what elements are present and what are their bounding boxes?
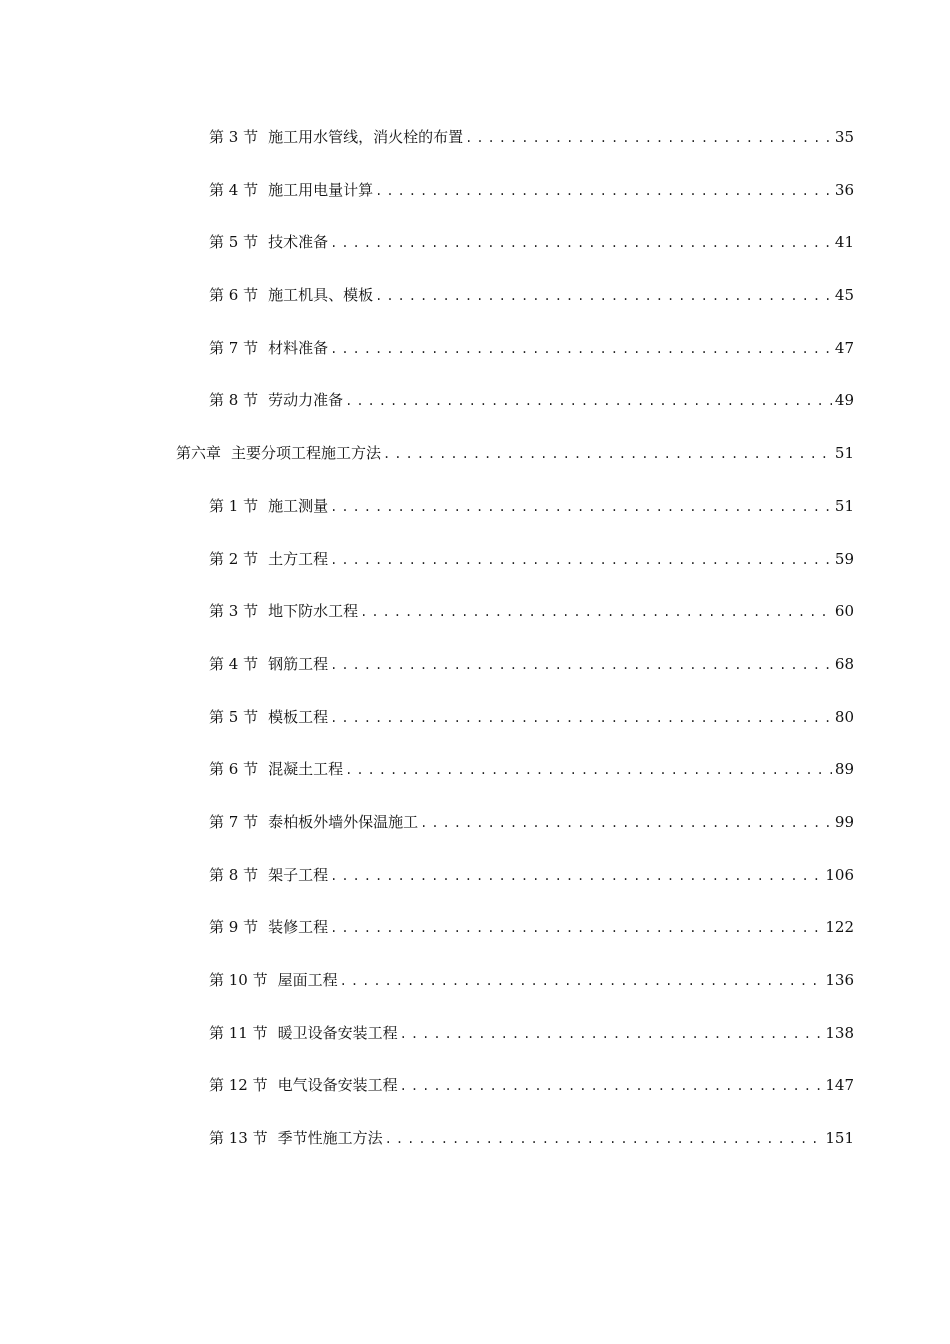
toc-entry-page-number: 47	[834, 338, 854, 357]
toc-entry-title: 架子工程	[268, 865, 329, 884]
toc-entry-title: 施工机具、模板	[268, 286, 374, 305]
toc-entry-page-number: 99	[834, 812, 854, 831]
toc-section-row[interactable]	[0, 387, 950, 440]
toc-section-row[interactable]	[0, 809, 950, 862]
toc-entry-title: 施工测量	[268, 496, 329, 515]
toc-entry-title: 劳动力准备	[268, 391, 344, 410]
toc-entry-page-number: 106	[825, 865, 854, 884]
toc-entry	[209, 598, 950, 626]
toc-entry	[209, 704, 950, 732]
toc-entry	[209, 651, 950, 679]
toc-entry-number: 第 1 节	[209, 496, 259, 515]
toc-entry-title: 地下防水工程	[268, 602, 359, 621]
toc-entry-title: 钢筋工程	[268, 654, 329, 673]
toc-section-row[interactable]	[0, 598, 950, 651]
toc-entry-page-number: 36	[834, 180, 854, 199]
toc-dot-leader	[340, 967, 824, 995]
toc-dot-leader	[465, 124, 832, 152]
toc-entry	[209, 282, 950, 310]
toc-section-row[interactable]	[0, 229, 950, 282]
toc-entry-page-number: 138	[825, 1023, 854, 1042]
toc-entry-title: 材料准备	[268, 338, 329, 357]
toc-entry-title: 季节性施工方法	[277, 1129, 383, 1148]
toc-dot-leader	[420, 809, 832, 837]
toc-entry-page-number: 51	[834, 444, 854, 463]
toc-entry	[209, 177, 950, 205]
toc-entry	[209, 546, 950, 574]
toc-chapter-row[interactable]	[0, 440, 950, 493]
toc-entry-page-number: 45	[834, 286, 854, 305]
toc-entry	[209, 914, 950, 942]
toc-entry-number: 第 4 节	[209, 180, 259, 199]
toc-dot-leader	[330, 546, 832, 574]
toc-entry-page-number: 80	[834, 707, 854, 726]
toc-dot-leader	[330, 651, 832, 679]
toc-entry	[209, 387, 950, 415]
toc-entry-page-number: 89	[834, 760, 854, 779]
toc-dot-leader	[375, 177, 832, 205]
toc-entry-title: 混凝土工程	[268, 760, 344, 779]
toc-entry-number: 第 2 节	[209, 549, 259, 568]
toc-entry	[209, 756, 950, 784]
toc-entry	[209, 862, 950, 890]
toc-entry-page-number: 60	[834, 602, 854, 621]
toc-entry-number: 第 4 节	[209, 654, 259, 673]
toc-entry-number: 第 8 节	[209, 391, 259, 410]
toc-dot-leader	[345, 387, 832, 415]
toc-entry-number: 第 12 节	[209, 1076, 268, 1095]
toc-entry-number: 第 7 节	[209, 338, 259, 357]
toc-dot-leader	[360, 598, 832, 626]
toc-entry-number: 第六章	[176, 444, 222, 463]
toc-entry-page-number: 51	[834, 496, 854, 515]
toc-entry-number: 第 5 节	[209, 233, 259, 252]
toc-entry-number: 第 10 节	[209, 971, 268, 989]
toc-entry-page-number: 122	[825, 918, 854, 937]
toc-entry	[209, 967, 950, 995]
toc-entry-title: 主要分项工程施工方法	[231, 444, 382, 463]
toc-entry	[209, 335, 950, 363]
toc-entry-title: 电气设备安装工程	[277, 1076, 398, 1095]
toc-entry-title: 技术准备	[268, 233, 329, 252]
toc-entry-title: 施工用水管线，消火栓的布置	[268, 128, 464, 146]
toc-entry-title: 暖卫设备安装工程	[277, 1023, 398, 1042]
toc-section-row[interactable]	[0, 282, 950, 335]
toc-dot-leader	[330, 229, 832, 257]
toc-section-row[interactable]	[0, 1020, 950, 1073]
toc-dot-leader	[345, 756, 832, 784]
toc-entry-title: 土方工程	[268, 549, 329, 568]
toc-entry-title: 施工用电量计算	[268, 180, 374, 199]
toc-entry-number: 第 3 节	[209, 602, 259, 621]
toc-entry-number: 第 7 节	[209, 812, 259, 831]
table-of-contents	[0, 124, 950, 1178]
toc-section-row[interactable]	[0, 546, 950, 599]
toc-entry	[209, 1072, 950, 1100]
toc-dot-leader	[330, 335, 832, 363]
toc-entry-number: 第 13 节	[209, 1129, 268, 1148]
toc-dot-leader	[330, 862, 823, 890]
toc-section-row[interactable]	[0, 914, 950, 967]
toc-section-row[interactable]	[0, 335, 950, 388]
toc-entry	[176, 440, 950, 468]
toc-dot-leader	[400, 1020, 824, 1048]
toc-entry	[209, 124, 950, 152]
toc-entry	[209, 1125, 950, 1153]
toc-entry	[209, 493, 950, 521]
toc-entry-title: 模板工程	[268, 707, 329, 726]
toc-section-row[interactable]	[0, 493, 950, 546]
toc-entry-number: 第 9 节	[209, 918, 259, 937]
toc-entry	[209, 229, 950, 257]
toc-entry-page-number: 41	[834, 233, 854, 252]
toc-dot-leader	[330, 704, 832, 732]
toc-entry	[209, 809, 950, 837]
toc-entry-number: 第 3 节	[209, 128, 259, 146]
toc-section-row[interactable]	[0, 177, 950, 230]
toc-entry-number: 第 5 节	[209, 707, 259, 726]
toc-dot-leader	[330, 493, 832, 521]
toc-dot-leader	[385, 1125, 824, 1153]
toc-section-row[interactable]	[0, 1072, 950, 1125]
toc-section-row[interactable]	[0, 967, 950, 1020]
toc-entry	[209, 1020, 950, 1048]
toc-entry-title: 装修工程	[268, 918, 329, 937]
toc-entry-number: 第 8 节	[209, 865, 259, 884]
toc-entry-page-number: 68	[834, 654, 854, 673]
toc-section-row[interactable]	[0, 704, 950, 757]
toc-section-row[interactable]	[0, 756, 950, 809]
toc-section-row[interactable]	[0, 1125, 950, 1178]
toc-section-row[interactable]	[0, 124, 950, 177]
toc-entry-title: 屋面工程	[277, 971, 338, 989]
toc-dot-leader	[330, 914, 823, 942]
toc-entry-page-number: 59	[834, 549, 854, 568]
toc-dot-leader	[383, 440, 832, 468]
toc-section-row[interactable]	[0, 862, 950, 915]
toc-entry-page-number: 35	[834, 128, 854, 146]
toc-dot-leader	[375, 282, 832, 310]
toc-dot-leader	[400, 1072, 824, 1100]
toc-entry-title: 泰柏板外墙外保温施工	[268, 812, 419, 831]
toc-section-row[interactable]	[0, 651, 950, 704]
toc-entry-number: 第 11 节	[209, 1023, 268, 1042]
toc-entry-page-number: 136	[825, 971, 854, 989]
toc-entry-page-number: 49	[834, 391, 854, 410]
toc-entry-page-number: 151	[825, 1129, 854, 1148]
toc-entry-number: 第 6 节	[209, 760, 259, 779]
toc-entry-number: 第 6 节	[209, 286, 259, 305]
toc-entry-page-number: 147	[825, 1076, 854, 1095]
